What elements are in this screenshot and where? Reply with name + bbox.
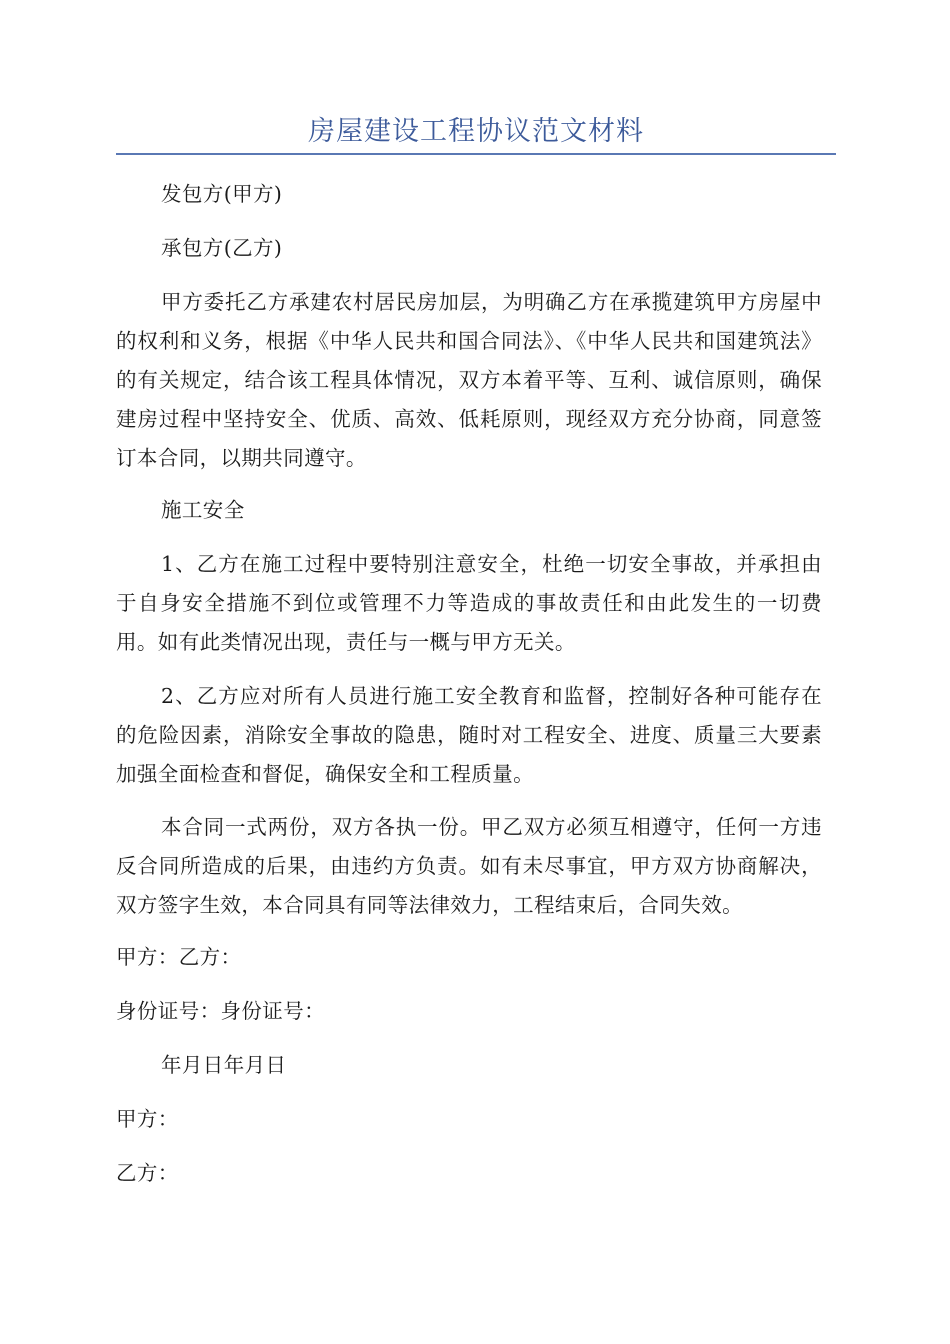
party-b-line: 承包方(乙方) (161, 236, 283, 260)
clause-1: 1、乙方在施工过程中要特别注意安全，杜绝一切安全事故，并承担由于自身安全措施不到位或管理不力等造成的事故责任和由此发生的一切费用。如有此类情况出现，责任与一概与甲方无关。 (116, 552, 822, 654)
signature-dates: 年月日年月日 (161, 1053, 287, 1077)
title-underline (116, 153, 836, 155)
signature-parties: 甲方：乙方： (116, 945, 242, 969)
signature-party-a: 甲方： (116, 1107, 179, 1131)
clause-2: 2、乙方应对所有人员进行施工安全教育和监督，控制好各种可能存在的危险因素，消除安全事故的隐患，随时对工程安全、进度、质量三大要素加强全面检查和督促，确保安全和工程质量。 (116, 684, 822, 786)
document-title: 房屋建设工程协议范文材料 (308, 116, 644, 147)
signature-party-b: 乙方： (116, 1161, 179, 1185)
closing-paragraph: 本合同一式两份，双方各执一份。甲乙双方必须互相遵守，任何一方违反合同所造成的后果，由违约方负责。如有未尽事宜，甲方双方协商解决，双方签字生效，本合同具有同等法律效力，工程结束后，合同失效。 (116, 815, 822, 917)
section-heading-safety: 施工安全 (161, 498, 245, 522)
signature-id-numbers: 身份证号：身份证号： (116, 999, 325, 1023)
preamble-paragraph: 甲方委托乙方承建农村居民房加层，为明确乙方在承揽建筑甲方房屋中的权利和义务，根据《中华人民共和国合同法》、《中华人民共和国建筑法》的有关规定，结合该工程具体情况，双方本着平等、互利、诚信原则，确保建房过程中坚持安全、优质、高效、低耗原则，现经双方充分协商，同意签订本合同，以期共同遵守。 (116, 290, 822, 470)
party-a-line: 发包方(甲方) (161, 182, 283, 206)
